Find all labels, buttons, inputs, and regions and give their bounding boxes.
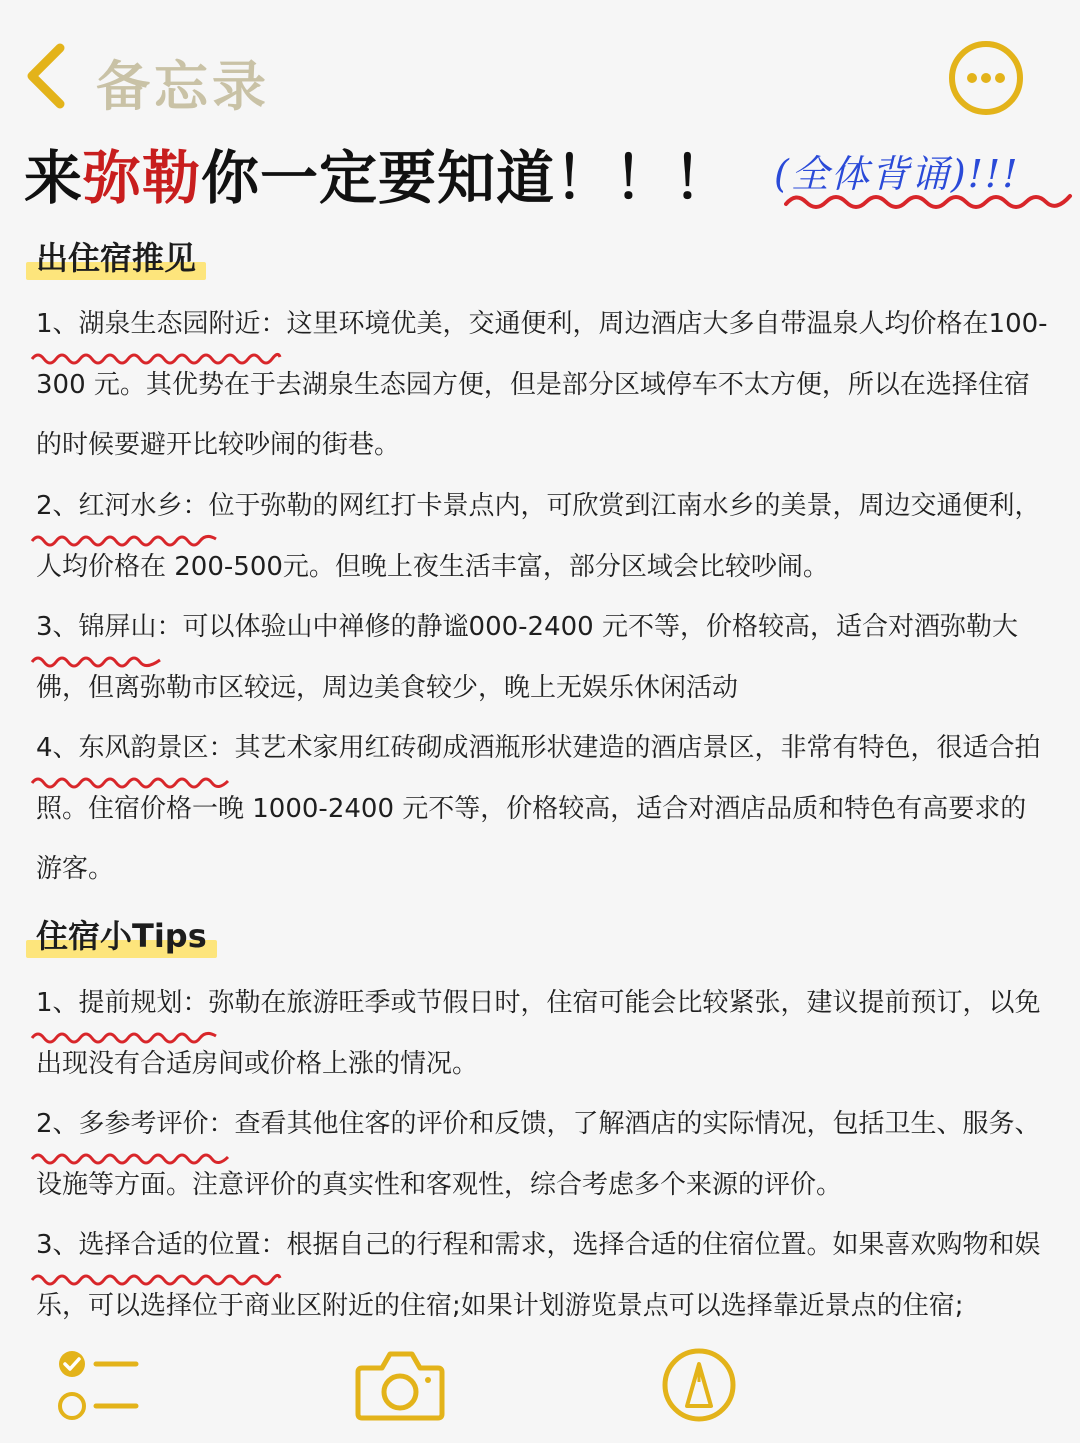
wavy-underline: [30, 1270, 282, 1286]
item-lead: [36, 973, 209, 1034]
item-text: 查看其他住客的评价和反馈，了解酒店的实际情况，包括卫生、服务、设施等方面。注意评价的真实性和客观性，综合考虑多个来源的评价。: [36, 1109, 1041, 1200]
section-heading-tips: [36, 914, 207, 958]
lodging-item-4: [36, 718, 1050, 900]
item-lead-text: 4、东风韵景区：: [36, 733, 235, 763]
item-lead: [36, 294, 287, 355]
camera-button[interactable]: [354, 1348, 446, 1426]
wavy-underline: [30, 652, 162, 668]
wavy-underline: [784, 188, 1074, 212]
markup-pen-icon: [660, 1346, 738, 1424]
item-lead-text: 3、锦屏山: [36, 612, 157, 642]
item-text: 位于弥勒的网红打卡景点内，可欣赏到江南水乡的美景，周边交通便利，人均价格在 200-500元。但晚上夜生活丰富，部分区域会比较吵闹。: [36, 491, 1041, 582]
item-text: ：可以体验山中禅修的静谧000-2400 元不等，价格较高，适合对酒弥勒大佛，但离弥勒市区较远，周边美食较少，晚上无娱乐休闲活动: [36, 612, 1018, 703]
item-text: 其艺术家用红砖砌成酒瓶形状建造的酒店景区，非常有特色，很适合拍照。住宿价格一晚 1000-2400 元不等，价格较高，适合对酒店品质和特色有高要求的游客。: [36, 733, 1041, 884]
item-text: 这里环境优美，交通便利，周边酒店大多自带温泉人均价格在100-300 元。其优势在于去湖泉生态园方便，但是部分区域停车不太方便，所以在选择住宿的时候要避开比较吵闹的街巷。: [36, 309, 1048, 460]
handwritten-note: (全体背诵)!!!: [774, 152, 1020, 196]
lodging-item-2: [36, 476, 1050, 597]
note-title: [24, 140, 732, 216]
wavy-underline: [30, 1149, 230, 1165]
note-title-row: [24, 140, 1064, 220]
back-button[interactable]: [20, 40, 80, 112]
back-label[interactable]: 备忘录: [96, 55, 270, 118]
chevron-left-icon: [20, 40, 80, 112]
title-part-3: 你一定要知道！！！: [201, 144, 733, 212]
item-lead: [36, 718, 235, 779]
title-part-1: 来: [24, 144, 84, 212]
item-text: 弥勒在旅游旺季或节假日时，住宿可能会比较紧张，建议提前预订，以免出现没有合适房间或价格上涨的情况。: [36, 988, 1041, 1079]
item-lead: [36, 597, 157, 658]
wavy-underline: [30, 773, 230, 789]
top-bar: [0, 0, 1080, 140]
section-heading-text: 出住宿推见: [36, 239, 197, 277]
item-lead: [36, 476, 209, 537]
item-lead-text: 1、湖泉生态园附近：: [36, 309, 287, 339]
item-lead: [36, 1094, 235, 1155]
item-lead-text: 2、多参考评价：: [36, 1109, 235, 1139]
checklist-button[interactable]: [56, 1348, 142, 1426]
item-lead: [36, 1215, 287, 1276]
title-highlight: 弥勒: [83, 144, 202, 212]
more-dots-icon: [946, 38, 1026, 118]
item-lead-text: 2、红河水乡：: [36, 491, 209, 521]
camera-icon: [354, 1348, 446, 1422]
bottom-toolbar: [0, 1330, 1080, 1443]
item-text: 根据自己的行程和需求，选择合适的住宿位置。如果喜欢购物和娱乐，可以选择位于商业区附近的住宿;如果计划游览景点可以选择靠近景点的住宿;: [36, 1230, 1041, 1321]
tips-item-2: [36, 1094, 1050, 1215]
wavy-underline: [30, 531, 218, 547]
wavy-underline: [30, 1028, 218, 1044]
tips-item-1: [36, 973, 1050, 1094]
item-lead-text: 1、提前规划：: [36, 988, 209, 1018]
section-heading-text: 住宿小Tips: [36, 917, 207, 955]
wavy-underline: [30, 349, 282, 365]
item-lead-text: 3、选择合适的位置：: [36, 1230, 287, 1260]
markup-button[interactable]: [660, 1346, 738, 1428]
tips-item-3: [36, 1215, 1050, 1336]
checklist-icon: [56, 1348, 142, 1422]
lodging-item-1: [36, 294, 1050, 476]
section-heading-lodging: [36, 236, 196, 280]
lodging-item-3: [36, 597, 1050, 718]
more-button[interactable]: [946, 38, 1026, 118]
